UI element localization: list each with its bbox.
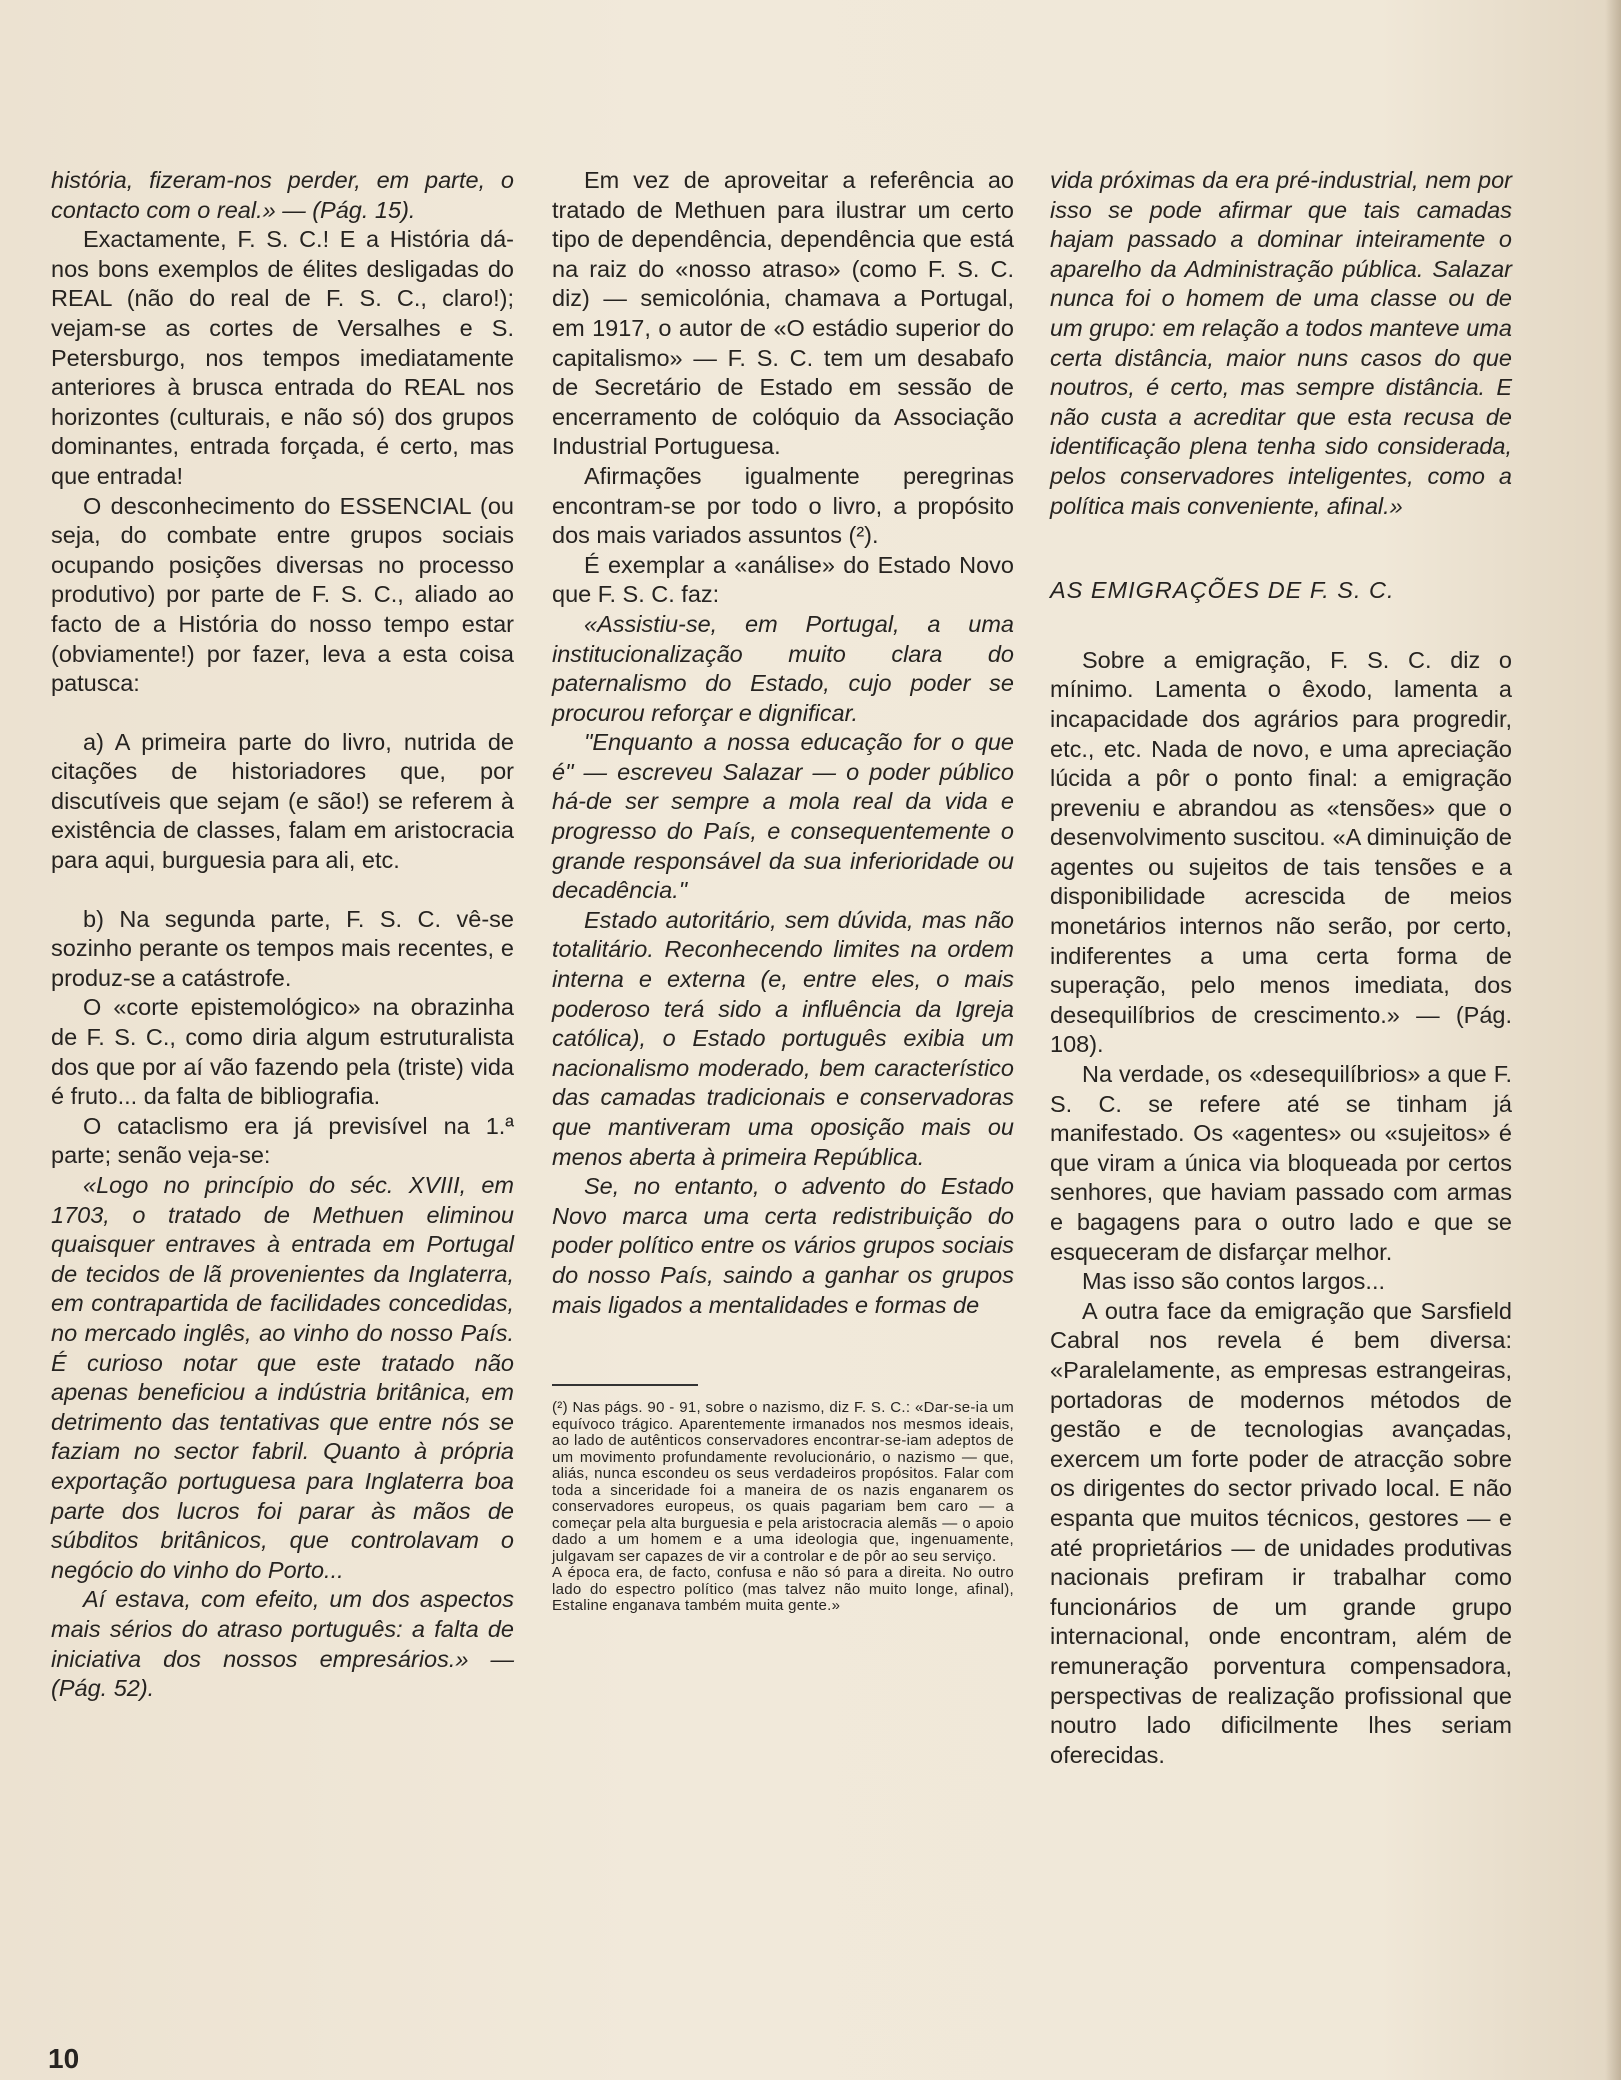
quotation: Se, no entanto, o advento do Estado Novo marca uma certa redistribuição do poder político entre os vários grupos sociais do nosso País, saindo a ganhar os grupos mais ligados a mentalidades e formas de <box>552 1173 1014 1318</box>
list-item-b: b) Na segunda parte, F. S. C. vê-se sozinho perante os tempos mais recentes, e produz-se a catástrofe. <box>51 905 514 991</box>
quotation: Aí estava, com efeito, um dos aspectos mais sérios do atraso português: a falta de iniciativa dos nossos empresários.» — (Pág. 52). <box>51 1586 514 1702</box>
section-heading: AS EMIGRAÇÕES DE F. S. C. <box>1050 577 1395 604</box>
paragraph: O «corte epistemológico» na obrazinha de F. S. C., como diria algum estruturalista dos que por aí vão fazendo pela (triste) vida é fruto... da falta de bibliografia. <box>51 994 514 1110</box>
paragraph: história, fizeram-nos perder, em parte, o contacto com o real.» — (Pág. 15). <box>51 167 514 223</box>
paragraph: O desconhecimento do ESSENCIAL (ou seja, do combate entre grupos sociais ocupando posições diversas no processo produtivo) por parte de F. S. C., aliado ao facto de a História do nosso tempo estar (obviamente!) por fazer, leva a esta coisa patusca: <box>51 492 514 697</box>
quotation: Estado autoritário, sem dúvida, mas não totalitário. Reconhecendo limites na ordem interna e externa (e, entre eles, o mais poderoso terá sido a influência da Igreja católica), o Estado português exibia um nacionalismo moderado, bem característico das camadas tradicionais e conservadoras que mantiveram uma oposição mais ou menos aberta à primeira República. <box>552 906 1014 1170</box>
quotation: «Logo no princípio do séc. XVIII, em 1703, o tratado de Methuen eliminou quaisquer entraves à entrada em Portugal de tecidos de lã provenientes da Inglaterra, em contrapartida de facilidades concedidas, no mercado inglês, ao vinho do nosso País. É curioso notar que este tratado não apenas beneficiou a indústria britânica, em detrimento das tentativas que entre nós se faziam no sector fabril. Quanto à própria exportação portuguesa para Inglaterra boa parte dos lucros foi parar às mãos de súbditos britânicos, que controlavam o negócio do vinho do Porto... <box>51 1172 514 1583</box>
paragraph: Mas isso são contos largos... <box>1082 1268 1386 1295</box>
paragraph: A outra face da emigração que Sarsfield Cabral nos revela é bem diversa: «Paralelamente, as empresas estrangeiras, portadoras de modernos métodos de gestão e de tecnologias avançadas, exercem um forte poder de atracção sobre os dirigentes do sector privado local. E não espanta que muitos técnicos, gestores — e até proprietários — de unidades produtivas nacionais prefiram ir trabalhar como funcionários de um grande grupo internacional, onde encontram, além de remuneração porventura compensadora, perspectivas de realização profissional que noutro lado dificilmente lhes seriam oferecidas. <box>1050 1297 1512 1768</box>
quotation: vida próximas da era pré-industrial, nem por isso se pode afirmar que tais camadas hajam passado a dominar inteiramente o aparelho da Administração pública. Salazar nunca foi o homem de uma classe ou de um grupo: em relação a todos manteve uma certa distância, maior nuns casos do que noutros, é certo, mas sempre distância. E não custa a acreditar que esta recusa de identificação plena tenha sido considerada, pelos conservadores inteligentes, como a política mais conveniente, afinal.» <box>1050 167 1512 519</box>
quotation: "Enquanto a nossa educação for o que é" — escreveu Salazar — o poder público há-de ser sempre a mola real da vida e progresso do País, e consequentemente o grande responsável da sua inferioridade ou decadência." <box>552 729 1014 904</box>
page-number: 10 <box>48 2043 80 2074</box>
paragraph: É exemplar a «análise» do Estado Novo que F. S. C. faz: <box>552 551 1014 608</box>
paragraph: Em vez de aproveitar a referência ao tratado de Methuen para ilustrar um certo tipo de dependência, dependência que está na raiz do «nosso atraso» (como F. S. C. diz) — semicolónia, chamava a Portugal, em 1917, o autor de «O estádio superior do capitalismo» — F. S. C. tem um desabafo de Secretário de Estado em sessão de encerramento de colóquio da Associação Industrial Portuguesa. <box>552 167 1014 460</box>
paragraph: Afirmações igualmente peregrinas encontram-se por todo o livro, a propósito dos mais variados assuntos (²). <box>552 462 1014 549</box>
text-column-2 <box>552 166 1014 1615</box>
list-item-a: a) A primeira parte do livro, nutrida de citações de historiadores que, por discutíveis que sejam (e são!) se referem à existência de classes, falam em aristocracia para aqui, burguesia para ali, etc. <box>51 728 514 874</box>
paragraph: Exactamente, F. S. C.! E a História dá-nos bons exemplos de élites desligadas do REAL (não do real de F. S. C., claro!); vejam-se as cortes de Versalhes e S. Petersburgo, nos tempos imediatamente anteriores à brusca entrada do REAL nos horizontes (culturais, e não só) dos grupos dominantes, entrada forçada, é certo, mas que entrada! <box>51 226 514 489</box>
text-column-1 <box>51 166 514 1704</box>
paragraph: Na verdade, os «desequilíbrios» a que F. S. C. se refere até se tinham já manifestado. Os «agentes» ou «sujeitos» é que viram a única via bloqueada por certos senhores, que haviam passado com armas e bagagens para o outro lado e que se esqueceram de disfarçar melhor. <box>1050 1061 1512 1265</box>
paragraph: Sobre a emigração, F. S. C. diz o mínimo. Lamenta o êxodo, lamenta a incapacidade dos agrários para progredir, etc., etc. Nada de novo, e uma apreciação lúcida a pôr o ponto final: a emigração preveniu e abrandou as «tensões» que o desenvolvimento suscitou. «A diminuição de agentes ou sujeitos de tais tensões e a disponibilidade acrescida de meios monetários internos não serão, por certo, indiferentes a uma certa forma de superação, pelo menos imediata, dos desequilíbrios de crescimento.» — (Pág. 108). <box>1050 646 1512 1058</box>
quotation: «Assistiu-se, em Portugal, a uma institucionalização muito clara do paternalismo do Estado, cujo poder se procurou reforçar e dignificar. <box>552 610 1014 726</box>
paragraph: O cataclismo era já previsível na 1.ª parte; senão veja-se: <box>51 1112 514 1169</box>
page-edge-shadow <box>1605 0 1621 2080</box>
footnote-rule <box>552 1384 698 1386</box>
footnote: (²) Nas págs. 90 - 91, sobre o nazismo, diz F. S. C.: «Dar-se-ia um equívoco trágico. Aparentemente irmanados nos mesmos ideais, ao lado de autênticos conservadores encontrar-se-iam adeptos de um movimento profundamente revolucionário, o nazismo — que, aliás, nunca escondeu os seus verdadeiros propósitos. Falar com toda a sinceridade foi a maneira de os nazis enganarem os conservadores europeus, os quais pagariam bem caro — a começar pela alta burguesia e pela aristocracia alemãs — o apoio dado a um homem e a uma ideologia que, ingenuamente, julgavam ser capazes de vir a controlar e de pôr ao seu serviço. A época era, de facto, confusa e não só para a direita. No outro lado do espectro político (mas talvez não muito longe, afinal), Estaline enganava também muita gente.» <box>552 1399 1014 1615</box>
text-column-3 <box>1050 166 1512 1770</box>
